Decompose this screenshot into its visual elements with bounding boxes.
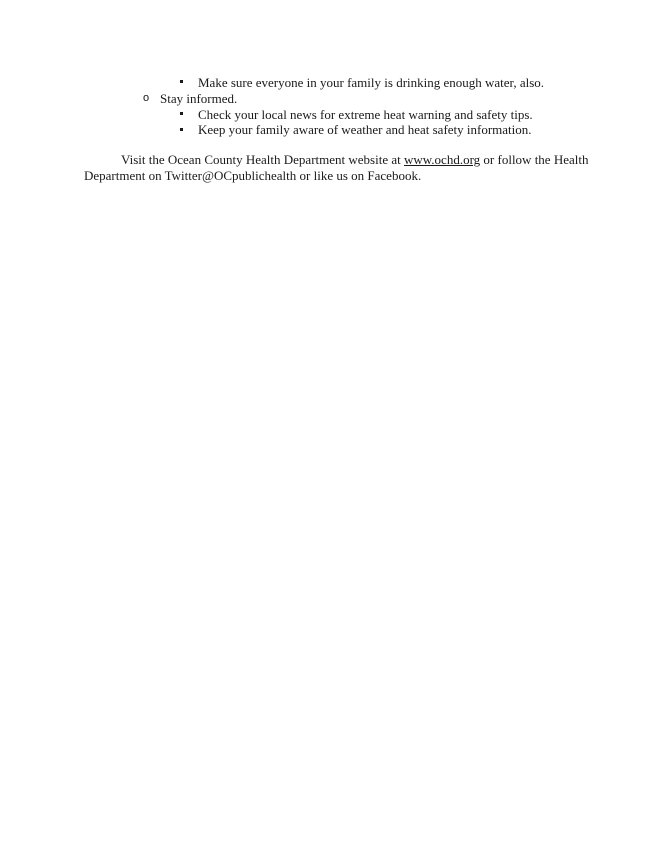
square-bullet-icon [180, 128, 183, 131]
list-item-water: Make sure everyone in your family is drinking enough water, also. [198, 75, 545, 90]
paragraph-text: Visit the Ocean County Health Department website at [121, 152, 404, 167]
ochd-website-link[interactable]: www.ochd.org [403, 152, 481, 167]
square-bullet-icon [180, 112, 183, 115]
paragraph-line-1 [121, 152, 588, 167]
list-item-stay-informed: Stay informed. [160, 91, 238, 106]
paragraph-text: or follow the Health [480, 152, 589, 167]
paragraph-line-2: Department on Twitter@OCpublichealth or like us on Facebook. [84, 168, 422, 183]
circle-bullet-icon: o [143, 92, 150, 104]
square-bullet-icon [180, 80, 183, 83]
list-item-heat-safety: Keep your family aware of weather and heat safety information. [198, 122, 532, 137]
list-item-local-news: Check your local news for extreme heat warning and safety tips. [198, 107, 533, 122]
